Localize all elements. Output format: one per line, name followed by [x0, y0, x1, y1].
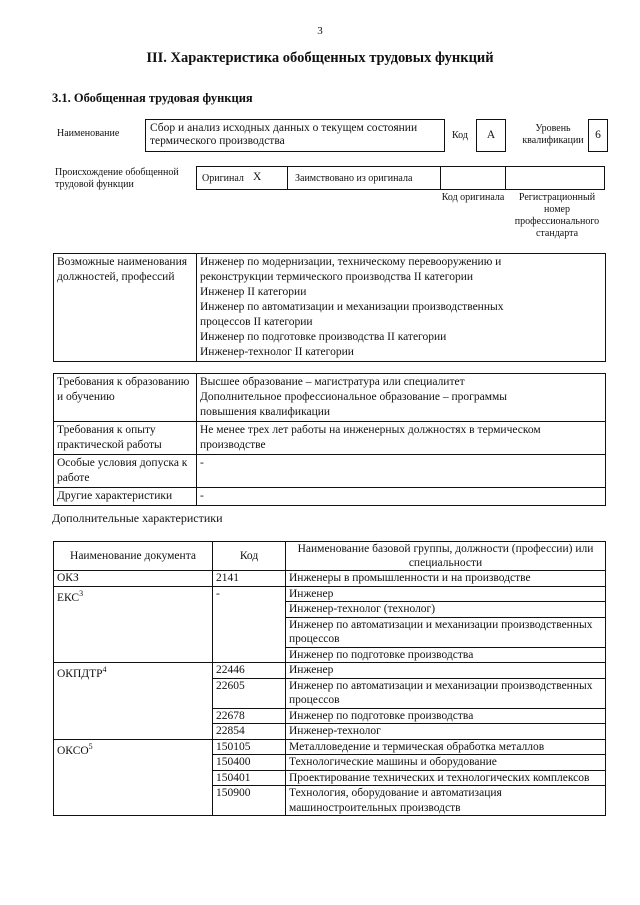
subsection-title: 3.1. Обобщенная трудовая функция	[52, 91, 253, 105]
requirement-label: Особые условия допуска к работе	[54, 455, 197, 488]
position-line: реконструкции термического производства II категории	[200, 271, 474, 283]
doc-cell: ОКЗ	[54, 571, 213, 587]
code-cell: 150105	[213, 739, 286, 755]
name-cell: Инженер по подготовке производства	[286, 708, 606, 724]
requirement-line: -	[200, 457, 204, 469]
requirement-row	[54, 422, 606, 455]
doc-cell: ОКСО$^5$	[54, 739, 213, 816]
requirement-row	[54, 455, 606, 488]
requirement-line: Высшее образование – магистратура или специалитет	[200, 376, 465, 388]
name-cell: Инженеры в промышленности и на производстве	[286, 571, 606, 587]
requirements-table	[53, 373, 606, 506]
function-name: Сбор и анализ исходных данных о текущем состоянии термического производства	[150, 122, 418, 147]
code-cell: -	[213, 586, 286, 663]
requirement-row	[54, 374, 606, 422]
level-label: Уровень квалификации	[522, 123, 584, 146]
code-cell: 150400	[213, 755, 286, 771]
requirement-line: повышения квалификации	[200, 406, 331, 418]
table-row	[54, 586, 606, 602]
name-cell: Инженер	[286, 586, 606, 602]
code-cell: 22605	[213, 678, 286, 708]
code-cell: 22854	[213, 724, 286, 740]
col-doc-header: Наименование документа	[54, 542, 213, 571]
position-line: Инженер-технолог II категории	[200, 346, 354, 358]
requirement-label: Требования к образованию и обучению	[54, 374, 197, 422]
code-original-label: Код оригинала	[441, 192, 505, 203]
col-code-header: Код	[213, 542, 286, 571]
name-cell: Инженер-технолог	[286, 724, 606, 740]
name-cell: Металловедение и термическая обработка металлов	[286, 739, 606, 755]
name-cell: Инженер по автоматизации и механизации производственных процессов	[286, 617, 606, 647]
requirement-label: Требования к опыту практической работы	[54, 422, 197, 455]
code-value: А	[476, 119, 506, 152]
positions-list	[197, 254, 606, 362]
table-row	[54, 739, 606, 755]
name-cell: Инженер по подготовке производства	[286, 647, 606, 663]
page-number: 3	[317, 25, 323, 37]
requirement-line: Не менее трех лет работы на инженерных должностях в термическом	[200, 424, 541, 436]
borrowed-label: Заимствовано из оригинала	[295, 173, 413, 184]
name-cell: Технология, оборудование и автоматизация машиностроительных производств	[286, 786, 606, 816]
name-cell: Технологические машины и оборудование	[286, 755, 606, 771]
requirement-line: Дополнительное профессиональное образование – программы	[200, 391, 507, 403]
origin-label: Происхождение обобщенной трудовой функции	[55, 167, 179, 190]
name-label: Наименование	[57, 128, 120, 139]
code-cell: 22678	[213, 708, 286, 724]
function-name-box	[145, 119, 445, 152]
position-line: Инженер по подготовке производства II категории	[200, 331, 447, 343]
requirement-label: Другие характеристики	[54, 488, 197, 506]
table-row	[54, 571, 606, 587]
additional-title: Дополнительные характеристики	[52, 511, 223, 525]
name-cell: Инженер	[286, 663, 606, 679]
level-value: 6	[588, 119, 608, 152]
position-line: Инженер по автоматизации и механизации производственных	[200, 301, 504, 313]
col-name-header: Наименование базовой группы, должности (профессии) или специальности	[286, 542, 606, 571]
positions-label: Возможные наименования должностей, профессий	[54, 254, 197, 362]
position-line: Инженер II категории	[200, 286, 307, 298]
original-mark: X	[253, 171, 262, 183]
doc-cell: ОКПДТР$^4$	[54, 663, 213, 740]
positions-table	[53, 253, 606, 362]
position-line: процессов II категории	[200, 316, 313, 328]
code-cell: 150401	[213, 770, 286, 786]
code-cell: 2141	[213, 571, 286, 587]
requirement-line: производстве	[200, 439, 266, 451]
section-title: III. Характеристика обобщенных трудовых функций	[146, 50, 494, 66]
code-cell: 22446	[213, 663, 286, 679]
requirement-line: -	[200, 490, 204, 502]
additional-table	[53, 541, 606, 816]
name-cell: Инженер по автоматизации и механизации производственных процессов	[286, 678, 606, 708]
position-line: Инженер по модернизации, техническому перевооружению и	[200, 256, 502, 268]
original-label: Оригинал	[202, 173, 244, 184]
doc-cell: ЕКС$^3$	[54, 586, 213, 663]
requirement-row	[54, 488, 606, 506]
name-cell: Инженер-технолог (технолог)	[286, 602, 606, 618]
table-row	[54, 663, 606, 679]
reg-number-label: Регистрационный номер профессионального стандарта	[514, 192, 600, 239]
name-cell: Проектирование технических и технологических комплексов	[286, 770, 606, 786]
code-cell: 150900	[213, 786, 286, 816]
code-label: Код	[452, 130, 468, 141]
